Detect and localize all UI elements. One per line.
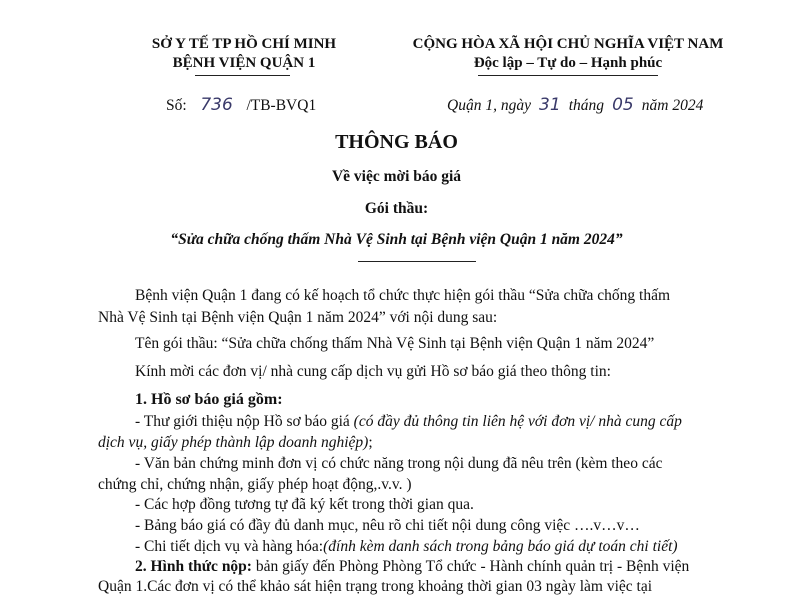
org-underline bbox=[195, 75, 290, 76]
document-subject: Về việc mời báo giá bbox=[331, 168, 462, 185]
intro-line-2: Nhà Vệ Sinh tại Bệnh viện Quận 1 năm 2024” với nội dung sau: bbox=[98, 309, 498, 326]
item-3: - Các hợp đồng tương tự đã ký kết trong thời gian qua. bbox=[135, 496, 474, 513]
invite-line: Kính mời các đơn vị/ nhà cung cấp dịch vụ gửi Hồ sơ báo giá theo thông tin: bbox=[135, 363, 611, 380]
date-year: năm 2024 bbox=[641, 97, 704, 114]
package-name: “Sửa chữa chống thấm Nhà Vệ Sinh tại Bệnh viện Quận 1 năm 2024” bbox=[170, 231, 623, 248]
doc-number-handwritten: 736 bbox=[200, 95, 233, 115]
section-2-text: bản giấy đến Phòng Phòng Tổ chức - Hành chính quản trị - Bệnh viện bbox=[251, 558, 690, 575]
item-1-line-1 bbox=[135, 413, 682, 431]
item-4: - Bảng báo giá có đầy đủ danh mục, nêu rõ chi tiết nội dung công việc ….v…v… bbox=[135, 517, 640, 534]
item-1-italic-b: dịch vụ, giấy phép thành lập doanh nghiệp) bbox=[98, 434, 369, 451]
section-2-title: 2. Hình thức nộp: bbox=[135, 558, 252, 575]
item-1-end: ; bbox=[368, 434, 373, 451]
date-day-handwritten: 31 bbox=[539, 95, 561, 115]
item-1-italic-a: (có đầy đủ thông tin liên hệ với đơn vị/ nhà cung cấp bbox=[353, 413, 682, 430]
item-1-line-2 bbox=[98, 434, 373, 452]
title-divider bbox=[358, 261, 476, 262]
nation-header: CỘNG HÒA XÃ HỘI CHỦ NGHĨA VIỆT NAM bbox=[412, 36, 724, 52]
item-1-text: - Thư giới thiệu nộp Hồ sơ báo giá bbox=[135, 413, 354, 430]
date-prefix: Quận 1, ngày bbox=[447, 97, 531, 114]
doc-number bbox=[166, 95, 316, 115]
date-month-handwritten: 05 bbox=[612, 95, 634, 115]
section-1-title: 1. Hồ sơ báo giá gồm: bbox=[135, 391, 283, 408]
package-label: Gói thầu: bbox=[364, 200, 429, 217]
doc-number-prefix: Số: bbox=[166, 97, 187, 114]
item-5-italic: (đính kèm danh sách trong bảng báo giá dự toán chi tiết) bbox=[323, 538, 678, 555]
motto: Độc lập – Tự do – Hạnh phúc bbox=[473, 55, 663, 71]
item-2-line-2: chứng chỉ, chứng nhận, giấy phép hoạt động,.v.v. ) bbox=[98, 476, 412, 493]
intro-line-1: Bệnh viện Quận 1 đang có kế hoạch tổ chức thực hiện gói thầu “Sửa chữa chống thấm bbox=[135, 287, 671, 304]
package-name-line: Tên gói thầu: “Sửa chữa chống thấm Nhà Vệ Sinh tại Bệnh viện Quận 1 năm 2024” bbox=[135, 335, 655, 352]
org-name: BỆNH VIỆN QUẬN 1 bbox=[172, 55, 316, 71]
item-2-line-1: - Văn bản chứng minh đơn vị có chức năng trong nội dung đã nêu trên (kèm theo các bbox=[135, 455, 663, 472]
section-2-line-2: Quận 1.Các đơn vị có thể khảo sát hiện trạng trong khoảng thời gian 03 ngày làm việc tại bbox=[98, 578, 653, 595]
org-parent: SỞ Y TẾ TP HỒ CHÍ MINH bbox=[151, 36, 337, 52]
date-month-prefix: tháng bbox=[568, 97, 605, 114]
date-line bbox=[447, 95, 703, 115]
item-5 bbox=[135, 538, 678, 556]
item-5-text: - Chi tiết dịch vụ và hàng hóa: bbox=[135, 538, 324, 555]
motto-underline bbox=[478, 75, 658, 76]
doc-number-suffix: /TB-BVQ1 bbox=[246, 97, 317, 114]
document-title: THÔNG BÁO bbox=[335, 131, 458, 153]
section-2-line-1 bbox=[135, 558, 689, 576]
